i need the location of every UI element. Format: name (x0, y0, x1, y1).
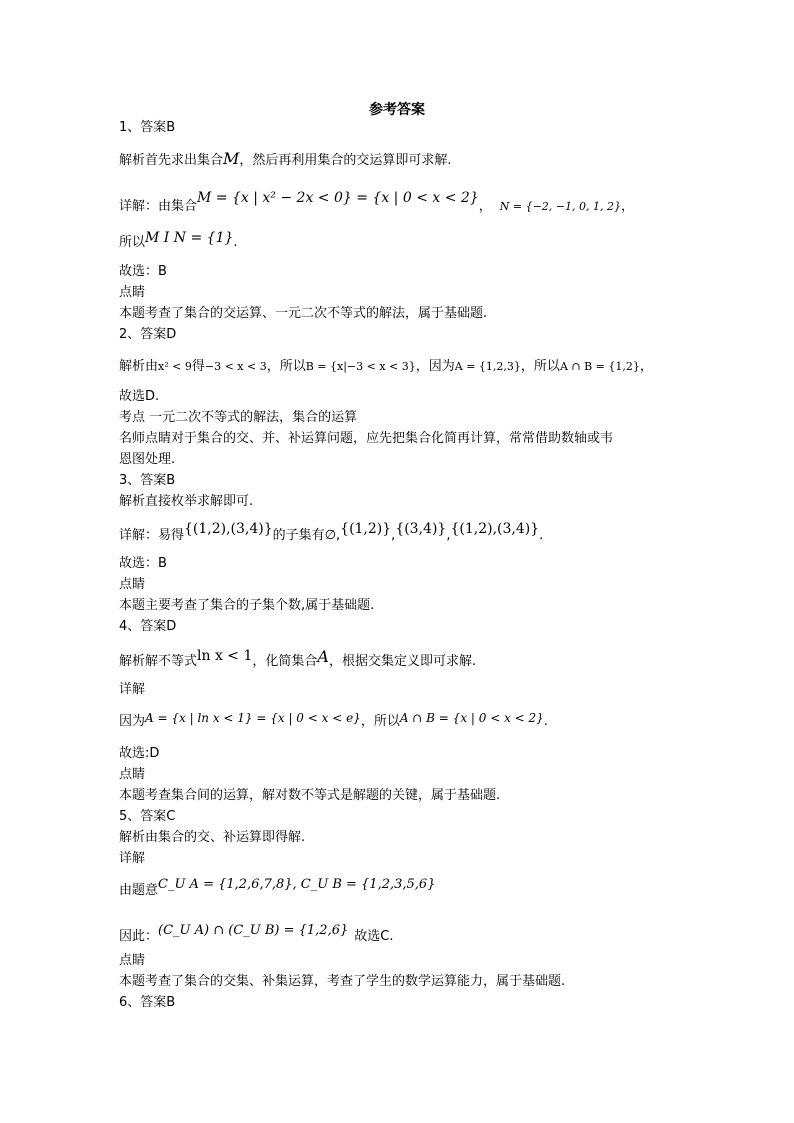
q3-detail-prefix: 详解：易得 (119, 528, 185, 543)
q5-comment-label: 点睛 (119, 953, 146, 968)
q4-analysis-c: ，根据交集定义即可求解. (328, 654, 477, 669)
q4-because-formula: A = {x | ln x < 1} = {x | 0 < x < e} (145, 711, 361, 725)
q3-period: . (539, 528, 544, 543)
q2-text-5: ，所以 (520, 359, 560, 374)
q4-choice: 故选:D (119, 746, 160, 761)
q5-answer-head: 5、答案C (119, 809, 176, 824)
q3-subset-2: {(3,4)} (395, 521, 447, 537)
q1-choice: 故选：B (119, 264, 167, 279)
q1-so (119, 230, 238, 252)
q6-answer-head: 6、答案B (119, 995, 176, 1010)
q3-detail-set: {(1,2),(3,4)} (184, 521, 273, 537)
q5-step2 (119, 923, 394, 946)
q5-comment: 本题考查了集合的交集、补集运算，考查了学生的数学运算能力，属于基础题. (119, 974, 566, 989)
q2-answer-head: 2、答案D (119, 327, 177, 342)
q4-analysis-b: ，化简集合 (252, 654, 318, 669)
q5-step1-formula: C_U A = {1,2,6,7,8}, C_U B = {1,2,3,5,6} (158, 877, 436, 892)
q1-formula-n: N = {−2, −1, 0, 1, 2} (499, 200, 621, 213)
q4-because-end: . (543, 714, 548, 729)
q1-so-prefix: 所以 (119, 235, 146, 250)
q2-analysis (119, 358, 653, 376)
q1-analysis-text-a: 解析首先求出集合 (119, 153, 224, 168)
q4-comment: 本题考查集合间的运算，解对数不等式是解题的关键，属于基础题. (119, 788, 501, 803)
q1-analysis-var: M (223, 149, 240, 168)
q5-step1 (119, 877, 436, 900)
q1-detail-prefix: 详解：由集合 (119, 199, 198, 214)
q2-formula-1: x² < 9 (158, 360, 192, 373)
q1-comment: 本题考查了集合的交运算、一元二次不等式的解法，属于基础题. (119, 306, 488, 321)
q2-text-4: ，因为 (415, 359, 455, 374)
q2-tip-2: 恩图处理. (119, 452, 176, 467)
q4-detail-label: 详解 (119, 682, 146, 697)
q4-analysis (119, 647, 477, 671)
q1-so-end: . (233, 235, 238, 250)
q4-analysis-var: A (317, 647, 329, 666)
q3-comma-3: , (446, 528, 451, 543)
q5-step2-formula: (C_U A) ∩ (C_U B) = {1,2,6} (158, 923, 349, 938)
q1-analysis (119, 150, 452, 170)
q3-detail-mid: 的子集有 (272, 528, 325, 543)
q1-analysis-text-b: ，然后再利用集合的交运算即可求解. (239, 153, 452, 168)
q3-comma-1: , (336, 528, 341, 543)
q2-formula-2: −3 < x < 3 (204, 360, 267, 373)
q5-analysis: 解析由集合的交、补运算即得解. (119, 830, 306, 845)
q3-comment: 本题主要考查了集合的子集个数,属于基础题. (119, 598, 375, 613)
q1-detail-end: ， (620, 199, 634, 214)
q4-answer-head: 4、答案D (119, 619, 177, 634)
q3-comment-label: 点睛 (119, 577, 146, 592)
q1-formula-m: M = {x | x² − 2x < 0} = {x | 0 < x < 2} (197, 190, 479, 206)
q1-answer-head: 1、答案B (119, 120, 176, 135)
q3-detail (119, 521, 544, 545)
q3-comma-2: , (391, 528, 396, 543)
q2-text-3: ，所以 (266, 359, 306, 374)
q2-formula-5: A ∩ B = {1,2} (559, 360, 640, 373)
q3-answer-head: 3、答案B (119, 473, 176, 488)
q3-choice: 故选：B (119, 556, 167, 571)
q2-tip-1: 名师点睛对于集合的交、并、补运算问题，应先把集合化简再计算，常常借助数轴或韦 (119, 431, 614, 446)
q3-empty-set: ∅ (324, 528, 337, 543)
q2-text-1: 解析由 (119, 359, 159, 374)
q4-analysis-ineq: ln x < 1 (197, 648, 253, 664)
q2-formula-4: A = {1,2,3} (454, 360, 521, 373)
q3-subset-3: {(1,2),(3,4)} (450, 521, 540, 537)
q4-because-formula2: A ∩ B = {x | 0 < x < 2} (399, 711, 544, 725)
q5-step1-prefix: 由题意 (119, 883, 159, 898)
q4-because-mid: ，所以 (360, 714, 400, 729)
page-title: 参考答案 (369, 102, 425, 118)
q1-detail-sep: ， (478, 199, 492, 214)
q2-topic: 考点 一元二次不等式的解法，集合的运算 (119, 410, 358, 425)
q4-comment-label: 点睛 (119, 767, 146, 782)
q2-text-2: 得 (191, 359, 205, 374)
q4-analysis-a: 解析解不等式 (119, 654, 198, 669)
q2-text-6: ， (639, 359, 653, 374)
q2-formula-3: B = {x|−3 < x < 3} (305, 360, 416, 373)
q1-comment-label: 点睛 (119, 285, 146, 300)
q4-because (119, 712, 548, 731)
q5-detail-label: 详解 (119, 851, 146, 866)
q5-step2-prefix: 因此： (119, 929, 159, 944)
q1-detail (119, 190, 634, 216)
q2-choice: 故选D. (119, 389, 160, 404)
q1-so-formula: M I N = {1} (145, 230, 234, 246)
q4-because-prefix: 因为 (119, 714, 146, 729)
q5-step2-end: 故选C. (354, 929, 394, 944)
q3-analysis: 解析直接枚举求解即可. (119, 494, 254, 509)
q3-subset-1: {(1,2)} (340, 521, 392, 537)
